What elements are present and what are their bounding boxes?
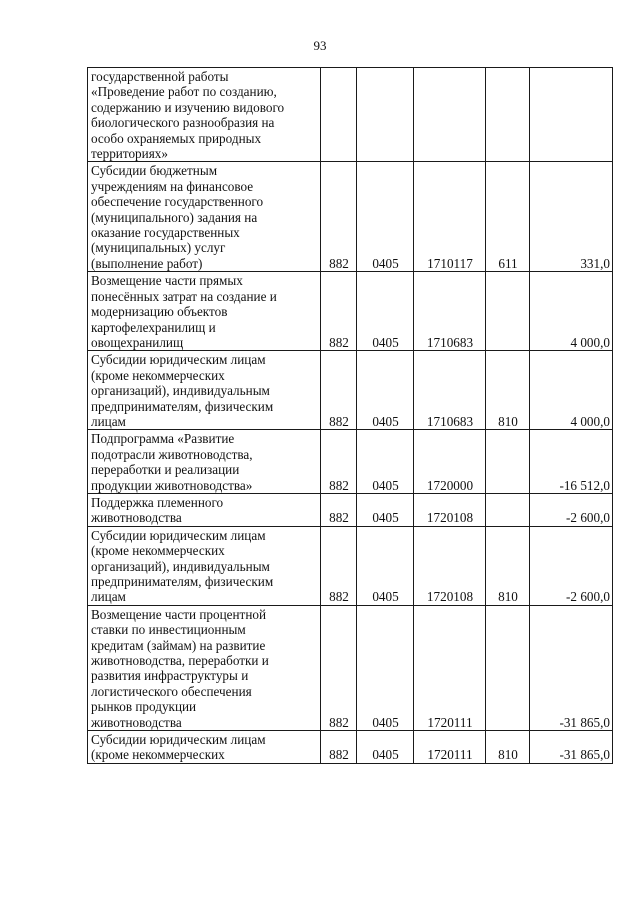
section-code-cell: 0405 bbox=[357, 351, 414, 430]
target-article-cell: 1720108 bbox=[414, 526, 486, 605]
expense-type-cell bbox=[486, 493, 530, 526]
expense-type-cell bbox=[486, 68, 530, 162]
table-row bbox=[88, 605, 613, 730]
section-code-cell: 0405 bbox=[357, 731, 414, 764]
amount-cell: -31 865,0 bbox=[530, 605, 613, 730]
department-code-cell: 882 bbox=[321, 605, 357, 730]
table-row bbox=[88, 351, 613, 430]
section-code-cell: 0405 bbox=[357, 162, 414, 272]
section-code-cell: 0405 bbox=[357, 272, 414, 351]
department-code-cell: 882 bbox=[321, 162, 357, 272]
table-row bbox=[88, 526, 613, 605]
target-article-cell: 1710683 bbox=[414, 272, 486, 351]
amount-cell: -2 600,0 bbox=[530, 526, 613, 605]
table-row bbox=[88, 272, 613, 351]
budget-table-body bbox=[88, 68, 613, 764]
target-article-cell: 1720108 bbox=[414, 493, 486, 526]
target-article-cell: 1720111 bbox=[414, 605, 486, 730]
row-name-cell: Субсидии бюджетным учреждениям на финансовое обеспечение государственного (муниципального) задания на оказание государственных (муниципальных) услуг (выполнение работ) bbox=[88, 162, 321, 272]
table-row bbox=[88, 68, 613, 162]
expense-type-cell: 611 bbox=[486, 162, 530, 272]
department-code-cell bbox=[321, 68, 357, 162]
department-code-cell: 882 bbox=[321, 731, 357, 764]
table-row bbox=[88, 430, 613, 494]
department-code-cell: 882 bbox=[321, 351, 357, 430]
expense-type-cell bbox=[486, 430, 530, 494]
section-code-cell: 0405 bbox=[357, 605, 414, 730]
expense-type-cell bbox=[486, 605, 530, 730]
page-number: 93 bbox=[313, 38, 327, 53]
section-code-cell bbox=[357, 68, 414, 162]
amount-cell: 4 000,0 bbox=[530, 272, 613, 351]
table-row bbox=[88, 162, 613, 272]
expense-type-cell bbox=[486, 272, 530, 351]
row-name-cell: Подпрограмма «Развитие подотрасли животноводства, переработки и реализации продукции животноводства» bbox=[88, 430, 321, 494]
target-article-cell: 1720111 bbox=[414, 731, 486, 764]
row-name-cell: Поддержка племенного животноводства bbox=[88, 493, 321, 526]
department-code-cell: 882 bbox=[321, 526, 357, 605]
table-row bbox=[88, 493, 613, 526]
target-article-cell bbox=[414, 68, 486, 162]
department-code-cell: 882 bbox=[321, 493, 357, 526]
section-code-cell: 0405 bbox=[357, 430, 414, 494]
budget-table bbox=[87, 67, 613, 764]
department-code-cell: 882 bbox=[321, 272, 357, 351]
department-code-cell: 882 bbox=[321, 430, 357, 494]
amount-cell bbox=[530, 68, 613, 162]
amount-cell: 331,0 bbox=[530, 162, 613, 272]
section-code-cell: 0405 bbox=[357, 493, 414, 526]
target-article-cell: 1720000 bbox=[414, 430, 486, 494]
row-name-cell: Возмещение части процентной ставки по инвестиционным кредитам (займам) на развитие животноводства, переработки и развития инфраструктуры и логистического обеспечения рынков продукции животноводства bbox=[88, 605, 321, 730]
expense-type-cell: 810 bbox=[486, 731, 530, 764]
target-article-cell: 1710683 bbox=[414, 351, 486, 430]
row-name-cell: Субсидии юридическим лицам (кроме некоммерческих bbox=[88, 731, 321, 764]
amount-cell: -2 600,0 bbox=[530, 493, 613, 526]
target-article-cell: 1710117 bbox=[414, 162, 486, 272]
expense-type-cell: 810 bbox=[486, 351, 530, 430]
amount-cell: -31 865,0 bbox=[530, 731, 613, 764]
expense-type-cell: 810 bbox=[486, 526, 530, 605]
amount-cell: -16 512,0 bbox=[530, 430, 613, 494]
row-name-cell: государственной работы «Проведение работ по созданию, содержанию и изучению видового биологического разнообразия на особо охраняемых природных территориях» bbox=[88, 68, 321, 162]
section-code-cell: 0405 bbox=[357, 526, 414, 605]
row-name-cell: Субсидии юридическим лицам (кроме некоммерческих организаций), индивидуальным предпринимателям, физическим лицам bbox=[88, 526, 321, 605]
amount-cell: 4 000,0 bbox=[530, 351, 613, 430]
row-name-cell: Субсидии юридическим лицам (кроме некоммерческих организаций), индивидуальным предпринимателям, физическим лицам bbox=[88, 351, 321, 430]
row-name-cell: Возмещение части прямых понесённых затрат на создание и модернизацию объектов картофелехранилищ и овощехранилищ bbox=[88, 272, 321, 351]
table-row bbox=[88, 731, 613, 764]
